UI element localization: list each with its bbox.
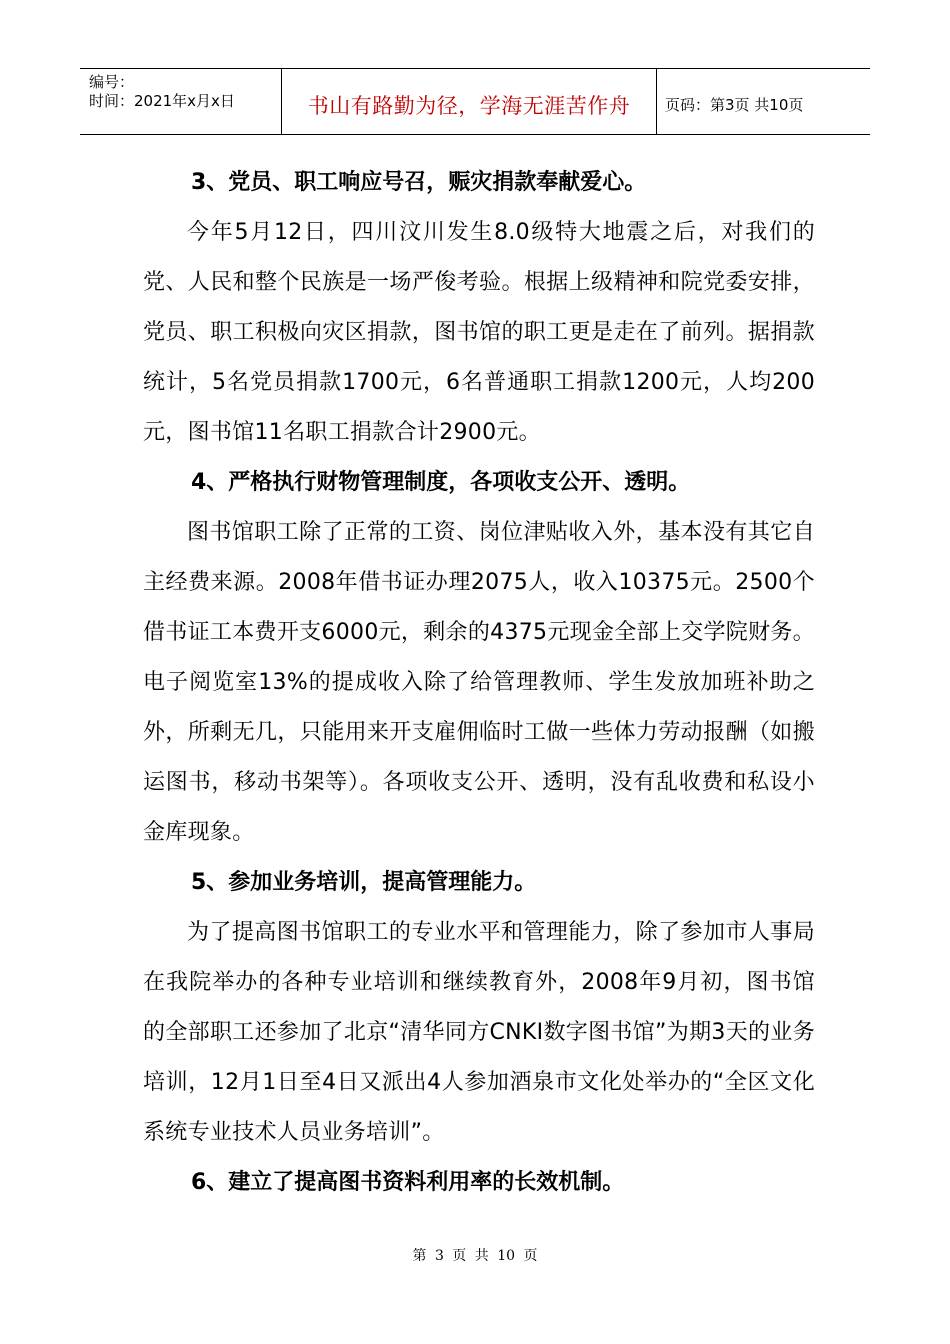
header-motto: 书山有路勤为径，学海无涯苦作舟: [282, 69, 657, 134]
section-heading-3: 3、党员、职工响应号召，赈灾捐款奉献爱心。: [191, 170, 647, 195]
section-paragraph-4: 图书馆职工除了正常的工资、岗位津贴收入外，基本没有其它自主经费来源。2008年借书证办理2075人，收入10375元。2500个借书证工本费开支6000元，剩余的4375元现金全部上交学院财务。电子阅览室13%的提成收入除了给管理教师、学生发放加班补助之外，所剩无几，只能用来开支雇佣临时工做一些体力劳动报酬（如搬运图书，移动书架等）。各项收支公开、透明，没有乱收费和私设小金库现象。: [143, 520, 815, 845]
section-heading-6: 6、建立了提高图书资料利用率的长效机制。: [191, 1170, 625, 1195]
section-heading-5: 5、参加业务培训，提高管理能力。: [191, 870, 537, 895]
section-heading-4: 4、严格执行财物管理制度，各项收支公开、透明。: [191, 470, 691, 495]
section-paragraph-3: 今年5月12日，四川汶川发生8.0级特大地震之后，对我们的党、人民和整个民族是一场严俊考验。根据上级精神和院党委安排，党员、职工积极向灾区捐款，图书馆的职工更是走在了前列。据捐款统计，5名党员捐款1700元，6名普通职工捐款1200元，人均200元，图书馆11名职工捐款合计2900元。: [143, 220, 815, 445]
document-time-label: 时间：2021年x月x日: [89, 92, 235, 110]
page-footer: 第 3 页 共 10 页: [412, 1248, 538, 1264]
header-meta: [80, 69, 282, 134]
section-paragraph-5: 为了提高图书馆职工的专业水平和管理能力，除了参加市人事局在我院举办的各种专业培训和继续教育外，2008年9月初，图书馆的全部职工还参加了北京“清华同方CNKI数字图书馆”为期3天的业务培训，12月1日至4日又派出4人参加酒泉市文化处举办的“全区文化系统专业技术人员业务培训”。: [143, 920, 816, 1145]
document-body: [143, 158, 815, 1208]
header-page-info: 页码：第3页 共10页: [665, 96, 804, 114]
page-header: [80, 68, 870, 135]
document-number-label: 编号：: [89, 73, 135, 91]
